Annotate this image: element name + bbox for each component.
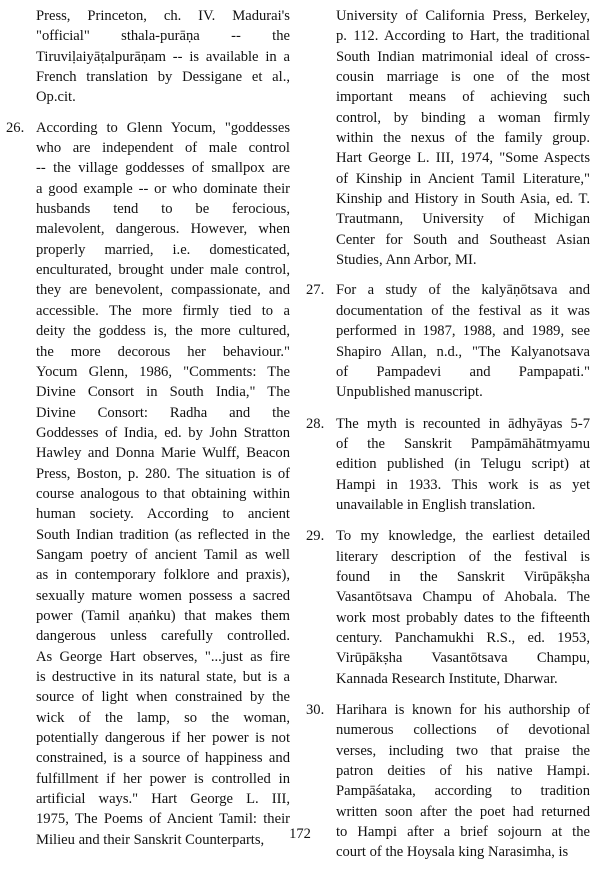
footnote-text — [36, 118, 290, 850]
text-line: documentation of the festival as it was — [336, 302, 590, 319]
text-line: a good example -- or who dominate their — [36, 180, 290, 197]
text-line: to Hampi after a brief sojourn at the — [336, 824, 590, 841]
text-line: within the nexus of the family group. — [336, 130, 590, 147]
text-line: performed in 1987, 1988, and 1989, see — [336, 323, 590, 340]
text-line: who are independent of male control — [36, 140, 290, 157]
text-line: cousin marriage is one of the most — [336, 69, 590, 86]
text-line: As George Hart observes, "...just as fire — [36, 648, 290, 665]
text-line: Divine Consort: Radha and the — [36, 404, 290, 421]
text-line: Sangam poetry of ancient Tamil as well — [36, 546, 290, 563]
text-line: Hart George L. III, 1974, "Some Aspects — [336, 150, 590, 167]
footnote-number: 27. — [306, 282, 325, 299]
footnote-27 — [306, 280, 590, 402]
text-line: of Kinship in Ancient Tamil Literature," — [336, 170, 590, 187]
text-line: South Indian matrimonial ideal of cross- — [336, 48, 590, 65]
footnote-26 — [6, 118, 290, 850]
text-line: Milieu and their Sanskrit Counterparts, — [36, 831, 265, 848]
text-line: verses, including two that praise the — [336, 742, 590, 759]
text-line: p. 112. According to Hart, the traditional — [336, 28, 590, 45]
left-column — [6, 6, 290, 861]
text-line: Shapiro Allan, n.d., "The Kalyanotsava — [336, 343, 590, 360]
text-line: source of light when constrained by the — [36, 689, 290, 706]
text-line: unavailable in English translation. — [336, 496, 536, 513]
text-line: artificial ways." Hart George L. III, — [36, 791, 290, 808]
footnote-26-continuation — [306, 6, 590, 270]
text-line: Studies, Ann Arbor, MI. — [336, 252, 477, 269]
text-line: Unpublished manuscript. — [336, 384, 483, 401]
text-line: Harihara is known for his authorship of — [336, 702, 590, 718]
text-line: edition published (in Telugu script) at — [336, 456, 590, 473]
text-line: control, by binding a woman firmly — [336, 109, 590, 126]
text-line: Center for South and Southeast Asian — [336, 231, 590, 248]
footnote-text — [336, 280, 590, 402]
text-line: human society. According to ancient — [36, 506, 290, 523]
text-line: the more decorous her behaviour." — [36, 343, 290, 360]
text-line: Trautmann, University of Michigan — [336, 211, 590, 228]
text-line: written soon after the poet had returned — [336, 803, 590, 820]
text-line: malevolent, dangerous. However, when — [36, 221, 290, 238]
text-line: numerous collections of devotional — [336, 722, 590, 739]
text-line: Hampi in 1933. This work is as yet — [336, 476, 590, 493]
text-line: important means of achieving such — [336, 89, 590, 106]
footnote-text — [336, 526, 590, 689]
text-line: fulfillment if her power is controlled in — [36, 770, 290, 787]
text-line: properly married, i.e. domesticated, — [36, 241, 290, 258]
text-line: Yocum Glenn, 1986, "Comments: The — [36, 363, 290, 380]
text-line: To my knowledge, the earliest detailed — [336, 528, 590, 545]
text-line: Kannada Research Institute, Dharwar. — [336, 670, 558, 687]
footnote-28 — [306, 414, 590, 516]
footnote-number: 29. — [306, 528, 325, 545]
text-line: Vasantōtsava Champu of Ahobala. The — [336, 589, 590, 606]
footnote-text — [336, 6, 590, 270]
text-line: Hawley and Donna Marie Wulff, Beacon — [36, 445, 290, 462]
text-line: Goddesses of India, ed. by John Stratton — [36, 424, 290, 441]
text-line: dangerous unless carefully controlled. — [36, 628, 290, 645]
footnote-25-continuation — [6, 6, 290, 108]
text-line: work most probably dates to the fifteenth — [336, 609, 590, 626]
text-line: sexually mature women possess a sacred — [36, 587, 290, 604]
text-line: According to Glenn Yocum, "goddesses — [36, 119, 290, 136]
text-line: Tiruviḷaiyāṭalpurāṇam -- is available in a — [36, 48, 290, 65]
text-line: of the Sanskrit Pampāmāhātmyamu — [336, 435, 590, 452]
text-line: course analogous to that obtaining within — [36, 485, 290, 502]
text-line: century. Panchamukhi R.S., ed. 1953, — [336, 629, 590, 646]
text-line: Virūpākṣha Vasantōtsava Champu, — [336, 650, 590, 667]
text-line: The myth is recounted in ādhyāyas 5-7 — [336, 415, 590, 432]
text-line: Press, Boston, p. 280. The situation is of — [36, 465, 290, 482]
text-line: literary description of the festival is — [336, 548, 590, 565]
text-line: patron deities of his native Hampi. — [336, 763, 590, 780]
text-line: South Indian tradition (as reflected in the — [36, 526, 290, 543]
text-line: "official" sthala-purāṇa -- the — [36, 28, 290, 45]
footnote-number: 28. — [306, 415, 325, 432]
text-line: Kinship and History in South Asia, ed. T. — [336, 191, 590, 208]
text-line: University of California Press, Berkeley, — [336, 8, 590, 24]
text-line: constrained, is a source of happiness and — [36, 750, 290, 767]
right-column — [306, 6, 590, 874]
text-line: French translation by Dessigane et al., — [36, 69, 290, 86]
text-line: potentially dangerous if her power is not — [36, 730, 290, 747]
text-line: Divine Consort in South India," The — [36, 384, 290, 401]
footnote-number: 26. — [6, 119, 25, 136]
text-line: Pampāśataka, according to tradition — [336, 783, 590, 800]
footnote-text — [336, 414, 590, 516]
text-line: husbands tend to be ferocious, — [36, 201, 290, 218]
text-line: 1975, The Poems of Ancient Tamil: their — [36, 811, 290, 828]
text-line: power (Tamil aṇaṅku) that makes them — [36, 607, 290, 624]
text-line: Op.cit. — [36, 89, 76, 106]
text-line: accessible. The more firmly tied to a — [36, 302, 290, 319]
text-line: wick of the lamp, so the woman, — [36, 709, 290, 726]
footnote-29 — [306, 526, 590, 689]
text-line: enculturated, brought under male control, — [36, 262, 290, 279]
footnote-text — [36, 6, 290, 108]
text-line: of Pampadevi and Pampapati." — [336, 363, 590, 380]
text-line: they are benevolent, compassionate, and — [36, 282, 290, 299]
text-line: is destructive in its natural state, but is a — [36, 669, 290, 685]
text-line: For a study of the kalyāṇōtsava and — [336, 282, 590, 299]
page-number: 172 — [289, 826, 311, 842]
text-line: Press, Princeton, ch. IV. Madurai's — [36, 8, 290, 24]
footnote-number: 30. — [306, 702, 325, 718]
text-line: as in contemporary folklore and praxis), — [36, 567, 290, 584]
text-line: -- the village goddesses of smallpox are — [36, 160, 290, 177]
text-line: deity the goddess is, the more cultured, — [36, 323, 290, 340]
text-line: found in the Sanskrit Virūpākṣha — [336, 568, 590, 585]
text-line: court of the Hoysala king Narasimha, is — [336, 844, 569, 861]
